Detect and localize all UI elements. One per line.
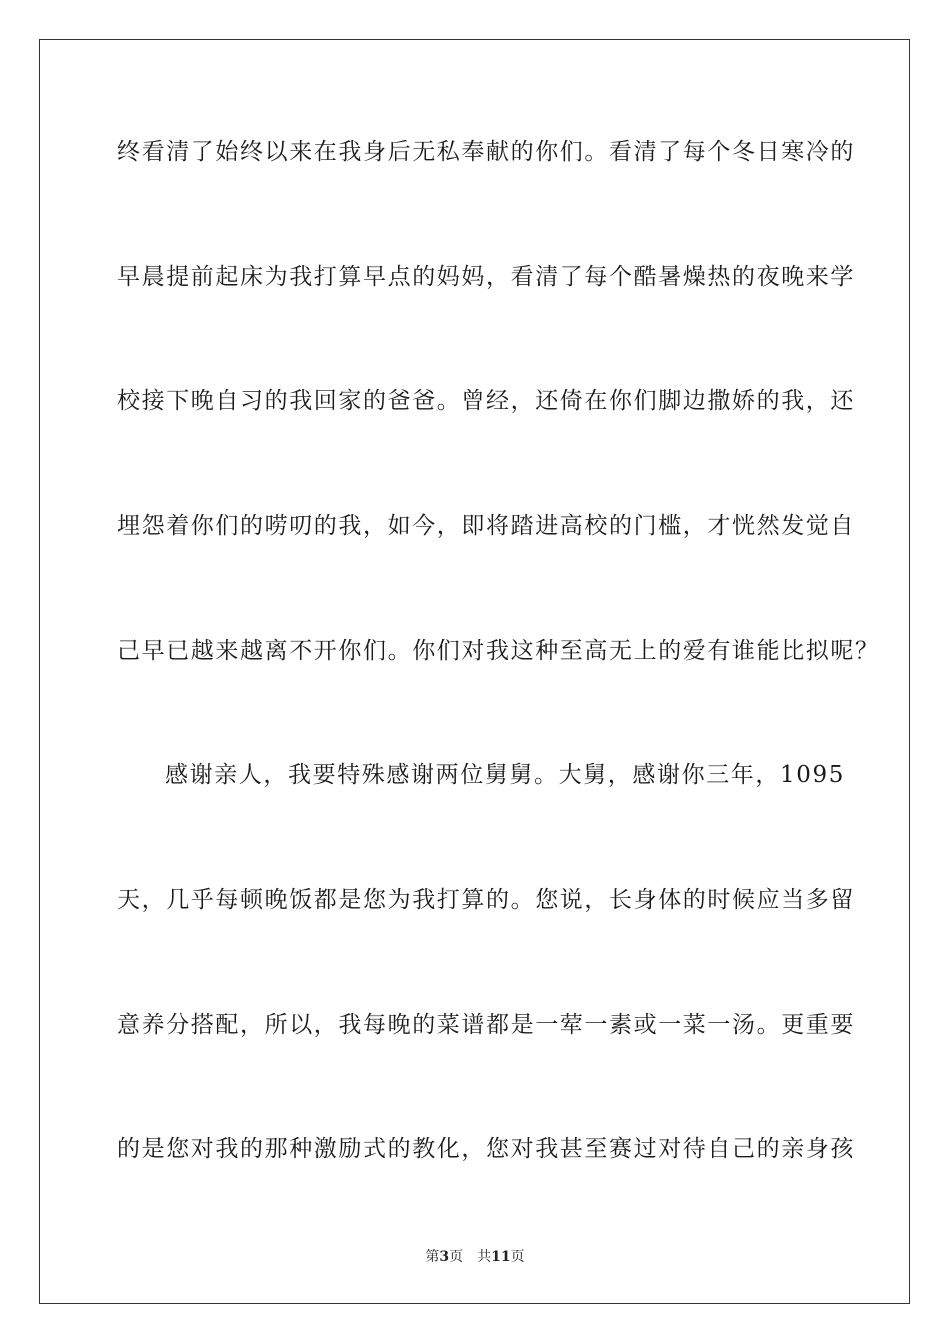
total-pages: 11	[491, 1249, 511, 1265]
paragraph-line: 早晨提前起床为我打算早点的妈妈，看清了每个酷暑燥热的夜晚来学	[117, 264, 855, 290]
page-prefix: 第	[425, 1249, 440, 1265]
page-number: 3	[439, 1249, 450, 1265]
paragraph-line: 己早已越来越离不开你们。你们对我这种至高无上的爱有谁能比拟呢？	[117, 638, 880, 664]
paragraph-line: 的是您对我的那种激励式的教化，您对我甚至赛过对待自己的亲身孩	[117, 1136, 855, 1162]
paragraph-line: 埋怨着你们的唠叨的我，如今，即将踏进高校的门槛，才恍然发觉自	[117, 513, 855, 539]
paragraph-line: 意养分搭配，所以，我每晚的菜谱都是一荤一素或一菜一汤。更重要	[117, 1012, 855, 1038]
page-border	[39, 39, 910, 1304]
page-suffix: 页	[449, 1249, 464, 1265]
page-footer	[0, 1248, 950, 1266]
paragraph-line-indented: 感谢亲人，我要特殊感谢两位舅舅。大舅，感谢你三年，1095	[165, 762, 845, 788]
total-prefix: 共	[477, 1249, 492, 1265]
paragraph-line: 终看清了始终以来在我身后无私奉献的你们。看清了每个冬日寒冷的	[117, 139, 855, 165]
paragraph-line: 天，几乎每顿晚饭都是您为我打算的。您说，长身体的时候应当多留	[117, 887, 855, 913]
total-suffix: 页	[510, 1249, 525, 1265]
paragraph-line: 校接下晚自习的我回家的爸爸。曾经，还倚在你们脚边撒娇的我，还	[117, 388, 855, 414]
